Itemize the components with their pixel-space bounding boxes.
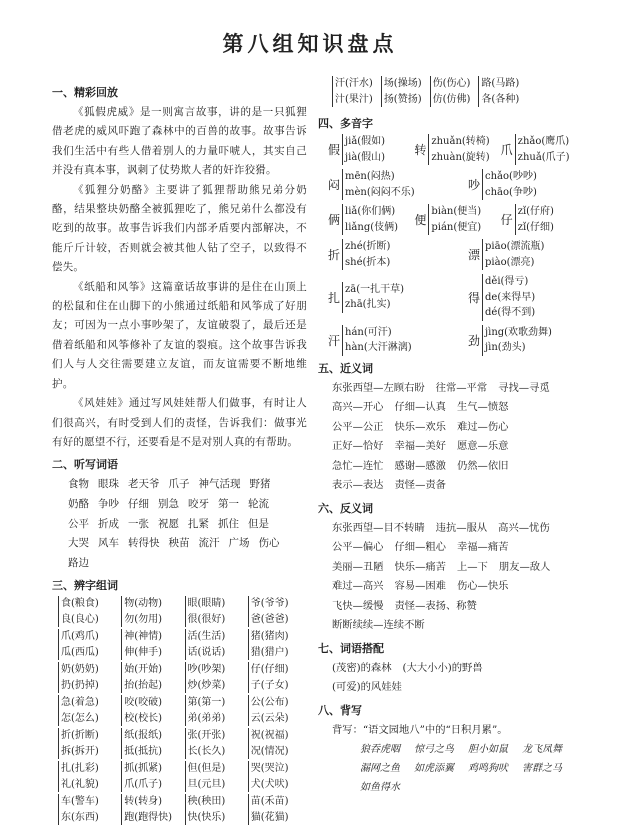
- right-column: [318, 76, 583, 797]
- group-word: 车(警车): [61, 796, 99, 808]
- polyphone-readings: [342, 134, 385, 165]
- polyphone-item: [328, 134, 410, 165]
- group-word: 犬(犬吠): [250, 778, 289, 790]
- polyphone-item: [468, 169, 588, 200]
- polyphone-reading: piào(漂亮): [485, 256, 535, 268]
- polyphone-char: 得: [468, 290, 481, 305]
- section-heading-6: 六、反义词: [318, 501, 373, 515]
- vocab-word: 大哭: [68, 537, 89, 550]
- polyphone-char: 折: [328, 248, 341, 262]
- word-group: [248, 596, 307, 627]
- group-word: 礼(礼貌): [61, 778, 99, 790]
- polyphone-char: 假: [328, 143, 341, 157]
- group-word: 况(情况): [250, 745, 289, 757]
- group-word: 弟(弟弟): [187, 712, 226, 724]
- group-word: 爸(爸爸): [250, 613, 289, 625]
- list-item: 正好—恰好: [332, 440, 384, 452]
- polyphone-reading: zhuǎn(转椅): [431, 136, 490, 147]
- recite-intro: 背写：“语文园地八”中的“日积月累”。: [332, 723, 508, 736]
- group-word: 猫(花猫): [250, 811, 289, 823]
- group-word: 第(第一): [187, 697, 226, 709]
- group-word: 纸(报纸): [124, 730, 163, 742]
- polyphone-reading: děi(得亏): [485, 276, 529, 287]
- group-word: 抬(抬起): [124, 679, 163, 691]
- vocab-word: 路边: [68, 556, 89, 569]
- paragraph: 《狐狸分奶酪》主要讲了狐狸帮助熊兄弟分奶酪，结果整块奶酪全被狐狸吃了，熊兄弟什么都没有吃到的故事。故事告诉我们内部矛盾要内部解决，不能斤斤计较，否则就会被其他人钻了空子，以致得不偿失。: [52, 183, 307, 274]
- list-row: [332, 659, 583, 679]
- vocab-row: [68, 554, 307, 574]
- vocab-word: 扎紧: [188, 517, 209, 530]
- group-word: 但(但是): [187, 763, 226, 775]
- word-group: [248, 794, 307, 825]
- group-word: 场(操场): [383, 78, 422, 89]
- polyphone-reading: mēn(闷热): [345, 171, 395, 182]
- polyphone-item: [328, 274, 468, 321]
- word-group: [121, 794, 180, 825]
- polyphone-readings: [515, 134, 570, 165]
- word-group: [121, 662, 180, 693]
- polyphone-readings: [482, 239, 544, 270]
- list-item: 容易—困难: [394, 580, 446, 592]
- polyphone-reading: mèn(闷闷不乐): [345, 186, 415, 198]
- vocab-word: 爪子: [168, 478, 190, 491]
- polyphone-reading: zhā(扎实): [345, 299, 391, 311]
- list-item: 难过—伤心: [456, 420, 509, 433]
- polyphone-readings: [342, 325, 412, 356]
- list-item: 往常—平常: [435, 381, 488, 394]
- vocab-word: 一张: [128, 517, 149, 530]
- word-group: [58, 662, 117, 693]
- word-group: [430, 76, 471, 107]
- word-group: [121, 629, 180, 660]
- polyphone-readings: [342, 169, 415, 200]
- list-item: 公平—公正: [332, 420, 384, 433]
- character-group-grid-continued: [318, 76, 583, 107]
- polyphone-readings: [428, 134, 489, 165]
- idiom: 害群之马: [522, 763, 562, 774]
- idiom: 惊弓之鸟: [414, 744, 454, 755]
- group-word: 瓜(西瓜): [61, 646, 99, 658]
- polyphone-item: [468, 274, 588, 321]
- list-item: 责怪—责备: [394, 479, 446, 491]
- paragraph: 《狐假虎威》是一则寓言故事，讲的是一只狐狸借老虎的威风吓跑了森林中的百兽的故事。故事告诉我们生活中有些人借着别人的力量吓唬人，其实自己并没有真本事，讽刺了仗势欺人者的奸诈狡猾。: [52, 106, 307, 177]
- list-item: 美丽—丑陋: [332, 560, 384, 573]
- polyphone-readings: [428, 204, 481, 235]
- group-word: 猎(猎户): [250, 646, 289, 658]
- polyphone-row: [318, 325, 583, 356]
- idiom: 如鱼得水: [360, 782, 400, 793]
- group-word: 快(快乐): [187, 811, 226, 823]
- polyphone-readings: [482, 325, 552, 356]
- list-item: 幸福—痛苦: [456, 541, 509, 553]
- polyphone-char: 转: [414, 143, 427, 157]
- polyphone-reading: zhé(折断): [345, 241, 391, 252]
- left-column: [52, 80, 307, 827]
- word-group: [478, 76, 519, 107]
- polyphone-row: [318, 239, 583, 270]
- polyphone-readings: [342, 239, 390, 270]
- group-word: 伤(伤心): [432, 78, 471, 89]
- polyphone-item: [501, 204, 583, 235]
- vocab-row: [68, 475, 307, 495]
- polyphone-item: [328, 239, 468, 270]
- vocab-word: 轮流: [248, 497, 269, 510]
- vocab-word: 广场: [228, 537, 250, 550]
- vocab-row: [68, 495, 307, 515]
- group-word: 汗(汗水): [335, 78, 373, 89]
- word-group: [121, 695, 180, 726]
- word-group: [381, 76, 422, 107]
- polyphone-char: 汗: [328, 333, 341, 348]
- polyphone-item: [414, 204, 496, 235]
- polyphone-reading: hàn(大汗淋漓): [345, 342, 412, 353]
- polyphone-char: 劲: [468, 333, 481, 348]
- vocab-word: 风车: [98, 537, 119, 550]
- idiom-row: [360, 759, 583, 778]
- list-item: 仔细—认真: [394, 401, 446, 413]
- word-group: [185, 728, 244, 759]
- vocab-word: 仔细: [128, 497, 149, 510]
- group-word: 爪(爪子): [124, 778, 163, 790]
- word-group: [248, 662, 307, 693]
- group-word: 哭(哭泣): [250, 763, 289, 775]
- list-item: 责怪—表扬、称赞: [394, 599, 477, 612]
- polyphone-item: [328, 325, 468, 356]
- list-item: 高兴—开心: [332, 401, 384, 413]
- section-heading-4: 四、多音字: [318, 117, 373, 130]
- section-heading-8: 八、背写: [318, 703, 362, 717]
- paragraph: 《纸船和风筝》这篇童话故事讲的是住在山顶上的松鼠和住在山脚下的小熊通过纸船和风筝成了好朋友；可因为一点小事吵架了，友谊破裂了，最后还是借着纸船和风筝修补了友谊的裂痕。这个故事告诉我们人与人交往需要建立友谊，而友谊需要不断地维护。: [52, 280, 307, 390]
- polyphone-row: [318, 204, 583, 235]
- vocab-row: [68, 515, 307, 535]
- list-row: [332, 437, 583, 457]
- word-group: [121, 728, 180, 759]
- polyphone-char: 便: [414, 213, 427, 227]
- section-heading-2: 二、听写词语: [52, 458, 118, 472]
- vocab-word: 流汗: [198, 537, 220, 550]
- list-row: [332, 398, 583, 418]
- page-title: 第八组知识盘点: [222, 31, 398, 56]
- list-item: 违抗—服从: [435, 521, 488, 534]
- section-heading-7: 七、词语搭配: [318, 641, 384, 655]
- list-item: 快乐—痛苦: [394, 560, 446, 573]
- group-word: 很(很好): [187, 613, 226, 625]
- group-word: 怎(怎么): [61, 712, 99, 724]
- group-word: 炒(炒菜): [187, 679, 226, 691]
- polyphone-reading: zǐ(仔细): [517, 221, 554, 233]
- polyphone-char: 仔: [500, 213, 513, 227]
- vocab-word: 秧苗: [168, 537, 190, 550]
- list-item: 东张西望—左顾右盼: [332, 381, 425, 394]
- paragraph: 《风娃娃》通过写风娃娃帮人们做事，有时让人们很高兴，有时受到人们的责怪，告诉我们：做事光有好的愿望不行，还要看是不是对别人真的有帮助。: [52, 397, 307, 448]
- group-word: 爷(爷爷): [250, 598, 289, 610]
- group-word: 奶(奶奶): [61, 664, 99, 676]
- list-row: [332, 519, 583, 539]
- polyphone-reading: piāo(漂流瓶): [485, 241, 545, 252]
- vocab-word: 转得快: [128, 537, 160, 550]
- polyphone-readings: [482, 274, 535, 321]
- word-group: [248, 728, 307, 759]
- list-row: [332, 457, 583, 477]
- group-word: 拆(拆开): [61, 745, 99, 757]
- polyphone-reading: liǎ(你们俩): [345, 206, 396, 217]
- polyphone-reading: liǎng(伎俩): [345, 221, 399, 233]
- polyphone-reading: hán(可汗): [345, 326, 392, 338]
- list-item: 难过—高兴: [332, 580, 384, 592]
- polyphone-reading: zhuǎ(爪子): [517, 151, 570, 163]
- group-word: 活(生活): [187, 631, 226, 643]
- list-item: 朋友—敌人: [498, 560, 551, 573]
- polyphone-readings: [515, 204, 554, 235]
- word-group: [121, 596, 180, 627]
- group-word: 吵(吵架): [187, 664, 226, 676]
- group-word: 公(公布): [250, 697, 289, 709]
- list-item: 仔细—粗心: [394, 541, 446, 553]
- group-word: 始(开始): [124, 664, 163, 676]
- polyphone-reading: jiǎ(假如): [345, 136, 386, 147]
- idiom: 龙飞凤舞: [522, 744, 562, 755]
- list-item: 寻找—寻觅: [498, 381, 550, 394]
- polyphone-item: [328, 204, 410, 235]
- list-row: [332, 558, 583, 578]
- list-row: [332, 616, 583, 636]
- polyphone-reading: shé(折本): [345, 256, 391, 268]
- list-row: [332, 597, 583, 617]
- word-group: [248, 695, 307, 726]
- group-word: 折(折断): [61, 730, 99, 742]
- word-group: [248, 629, 307, 660]
- vocab-word: 但是: [248, 517, 269, 530]
- list-item: 生气—愤怒: [456, 401, 509, 413]
- group-word: 爪(鸡爪): [61, 631, 99, 643]
- word-group: [185, 695, 244, 726]
- group-word: 汁(果汁): [335, 93, 373, 105]
- character-group-grid: [52, 596, 307, 827]
- polyphone-char: 闷: [328, 178, 341, 192]
- list-row: [332, 379, 583, 399]
- list-item: 上—下: [456, 560, 488, 573]
- word-group: [58, 728, 117, 759]
- group-word: 云(云朵): [250, 712, 289, 724]
- group-word: 伸(伸手): [124, 646, 163, 658]
- polyphone-item: [468, 325, 588, 356]
- group-word: 苗(禾苗): [250, 796, 289, 808]
- vocab-word: 眼珠: [98, 478, 119, 491]
- group-word: 子(子女): [250, 679, 289, 691]
- word-group: [121, 761, 180, 792]
- polyphone-reading: biàn(便当): [431, 206, 482, 217]
- list-item: 伤心—快乐: [456, 580, 509, 592]
- idiom: 胆小如鼠: [468, 744, 508, 755]
- idiom: 狼吞虎咽: [360, 744, 400, 755]
- list-item: 感谢—感激: [394, 459, 446, 472]
- group-word: 东(东西): [61, 811, 99, 823]
- polyphone-reading: zhuàn(旋转): [431, 151, 490, 163]
- word-group: [185, 629, 244, 660]
- vocab-word: 抓住: [218, 517, 239, 530]
- group-word: 勿(勿用): [124, 613, 163, 625]
- group-word: 张(开张): [187, 730, 226, 742]
- idiom: 鸡鸣狗吠: [468, 763, 508, 774]
- group-word: 抓(抓紧): [124, 763, 163, 775]
- section-heading-3: 三、辨字组词: [52, 579, 118, 593]
- group-word: 秧(秧田): [187, 796, 226, 808]
- vocab-word: 别急: [158, 497, 179, 510]
- polyphone-reading: jìn(劲头): [485, 342, 526, 353]
- idiom-row: [360, 778, 583, 797]
- vocab-word: 老天爷: [128, 478, 160, 491]
- polyphone-item: [328, 169, 468, 200]
- idiom-list: [318, 740, 583, 797]
- group-word: 仿(仿佛): [432, 93, 471, 105]
- group-word: 良(良心): [61, 613, 99, 625]
- vocab-word: 野猪: [249, 478, 271, 491]
- polyphone-char: 漂: [468, 248, 481, 262]
- polyphone-row: [318, 169, 583, 200]
- list-item: 快乐—欢乐: [394, 420, 446, 433]
- list-item: 表示—表达: [332, 479, 384, 491]
- list-row: [332, 678, 583, 698]
- group-word: 物(动物): [124, 598, 163, 610]
- vocab-word: 食物: [68, 478, 89, 491]
- vocab-word: 奶酪: [68, 497, 89, 510]
- group-word: 急(着急): [61, 697, 99, 709]
- vocab-word: 公平: [68, 517, 89, 530]
- polyphone-char: 爪: [500, 143, 513, 157]
- group-word: 食(粮食): [61, 598, 99, 610]
- vocab-word: 伤心: [258, 537, 280, 550]
- list-item: 高兴—忧伤: [498, 521, 550, 534]
- group-word: 转(转身): [124, 796, 163, 808]
- polyphone-reading: pián(便宜): [431, 221, 482, 233]
- polyphone-reading: zhǎo(鹰爪): [517, 136, 570, 147]
- list-item: 愿意—乐意: [456, 440, 509, 452]
- idiom-row: [360, 740, 583, 759]
- vocab-word: 争吵: [98, 497, 119, 510]
- word-group: [58, 695, 117, 726]
- polyphone-reading: de(来得早): [485, 291, 536, 303]
- vocab-word: 祝愿: [158, 517, 179, 530]
- group-word: 各(各种): [481, 93, 520, 105]
- group-word: 校(校长): [124, 712, 163, 724]
- group-word: 跑(跑得快): [124, 811, 173, 823]
- list-item: 公平—偏心: [332, 541, 384, 553]
- group-word: 眼(眼睛): [187, 598, 226, 610]
- list-row: [332, 476, 583, 496]
- polyphone-reading: dé(得不到): [485, 307, 536, 318]
- word-group: [58, 629, 117, 660]
- polyphone-list: [318, 134, 583, 356]
- polyphone-reading: zā(一扎干草): [345, 283, 405, 295]
- list-item: 幸福—美好: [394, 440, 446, 452]
- group-word: 长(长久): [187, 745, 226, 757]
- list-row: [332, 418, 583, 438]
- list-item: 急忙—连忙: [332, 459, 384, 472]
- polyphone-char: 扎: [328, 290, 341, 305]
- synonym-list: [318, 379, 583, 496]
- section-heading-5: 五、近义词: [318, 361, 373, 375]
- idiom: 如虎添翼: [414, 763, 454, 774]
- polyphone-reading: chāo(争吵): [485, 186, 537, 198]
- polyphone-item: [468, 239, 588, 270]
- section-heading-1: 一、精彩回放: [52, 86, 118, 99]
- group-word: 旦(元旦): [187, 778, 226, 790]
- list-item: 飞快—缓慢: [332, 599, 384, 612]
- group-word: 扎(扎彩): [61, 763, 99, 775]
- word-group: [332, 76, 373, 107]
- list-row: [332, 538, 583, 558]
- list-item: 仍然—依旧: [456, 459, 509, 472]
- group-word: 抵(抵抗): [124, 745, 163, 757]
- polyphone-item: [501, 134, 583, 165]
- word-group: [185, 662, 244, 693]
- list-item: (可爱)的风娃娃: [332, 681, 402, 693]
- list-item: 东张西望—目不转睛: [332, 521, 425, 534]
- list-item: (茂密)的森林: [332, 661, 392, 674]
- vocab-word: 第一: [218, 497, 239, 510]
- polyphone-reading: jià(假山): [345, 151, 386, 163]
- word-group: [185, 761, 244, 792]
- word-group: [58, 761, 117, 792]
- list-row: [332, 577, 583, 597]
- polyphone-row: [318, 274, 583, 321]
- polyphone-char: 俩: [328, 213, 341, 227]
- word-group: [185, 596, 244, 627]
- vocab-row: [68, 534, 307, 554]
- word-group: [58, 596, 117, 627]
- polyphone-readings: [482, 169, 537, 200]
- vocab-word: 折成: [98, 517, 119, 530]
- word-group: [58, 794, 117, 825]
- group-word: 扬(赞扬): [383, 93, 422, 105]
- idiom: 漏网之鱼: [360, 763, 400, 774]
- polyphone-char: 吵: [468, 178, 481, 192]
- polyphone-readings: [342, 282, 404, 313]
- group-word: 扔(扔掉): [61, 679, 99, 691]
- vocab-word: 咬牙: [188, 497, 209, 510]
- polyphone-reading: zǐ(仔府): [517, 206, 554, 217]
- group-word: 神(神情): [124, 631, 163, 643]
- group-word: 咬(咬破): [124, 697, 163, 709]
- group-word: 猪(猪肉): [250, 631, 289, 643]
- antonym-list: [318, 519, 583, 636]
- list-item: (大大小小)的野兽: [402, 661, 483, 674]
- word-group: [248, 761, 307, 792]
- group-word: 仔(仔细): [250, 664, 289, 676]
- polyphone-item: [414, 134, 496, 165]
- polyphone-reading: jìng(欢歌劲舞): [485, 326, 552, 338]
- polyphone-readings: [342, 204, 398, 235]
- collocation-list: [318, 659, 583, 698]
- group-word: 话(说话): [187, 646, 226, 658]
- polyphone-row: [318, 134, 583, 165]
- polyphone-reading: chǎo(吵吵): [485, 171, 537, 182]
- dictation-word-list: [52, 475, 307, 573]
- vocab-word: 神气活现: [198, 478, 241, 491]
- group-word: 祝(祝福): [250, 730, 289, 742]
- group-word: 路(马路): [481, 78, 520, 89]
- list-item: 断断续续—连续不断: [332, 619, 425, 631]
- word-group: [185, 794, 244, 825]
